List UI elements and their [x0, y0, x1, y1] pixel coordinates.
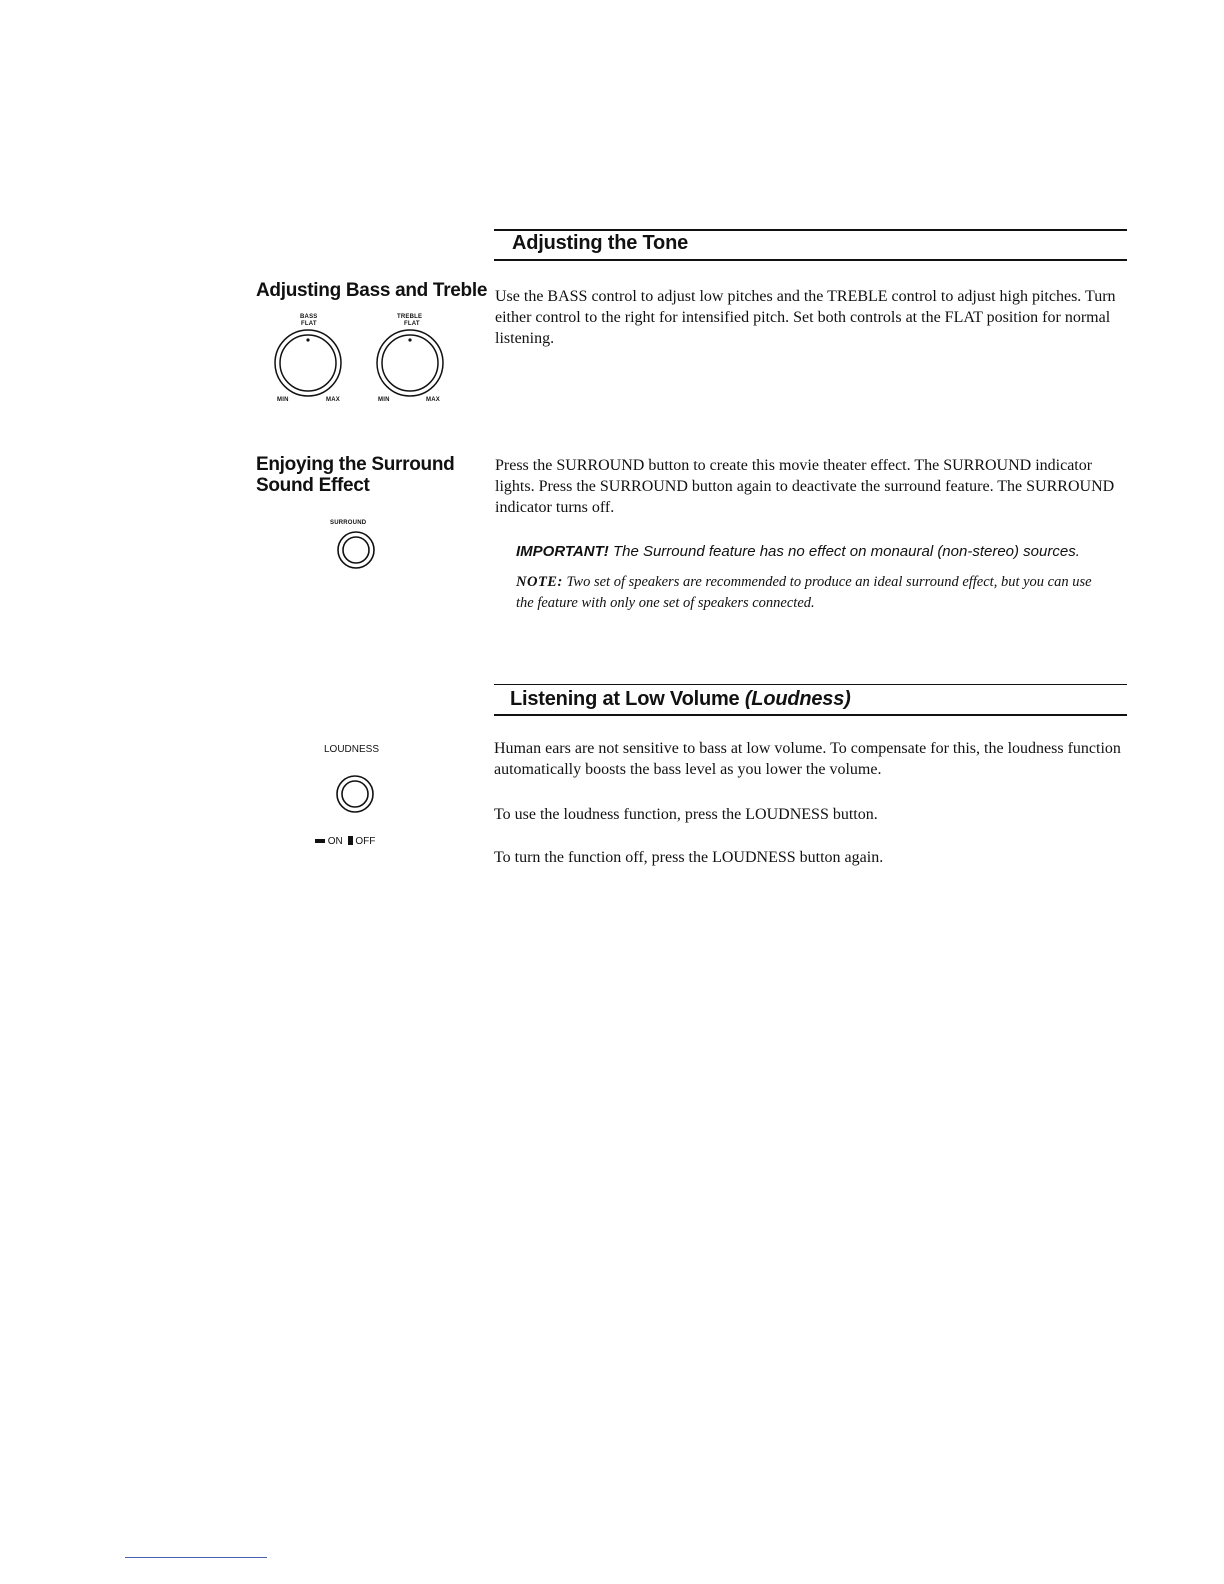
tone-section-title: Adjusting the Tone: [512, 232, 689, 254]
surround-side-title-line1: Enjoying the Surround: [256, 454, 455, 475]
surround-button[interactable]: [336, 530, 376, 570]
note-label: NOTE:: [516, 574, 563, 590]
bass-knob-max-label: MAX: [326, 397, 340, 403]
loudness-paragraph-3: To turn the function off, press the LOUDNESS button again.: [494, 849, 884, 866]
treble-knob-min-label: MIN: [378, 397, 390, 403]
on-label: ON: [327, 836, 343, 847]
treble-knob[interactable]: [370, 328, 450, 398]
bass-treble-side-title: Adjusting Bass and Treble: [256, 280, 488, 301]
loudness-switch-legend: [315, 836, 375, 847]
off-label: OFF: [355, 836, 376, 847]
important-label: IMPORTANT!: [516, 543, 609, 560]
footer-line: [125, 1557, 267, 1558]
note-text: Two set of speakers are recommended to produce an ideal surround effect, but you can use the feature with only one set of speakers connected.: [516, 574, 1092, 611]
important-text: The Surround feature has no effect on monaural (non-stereo) sources.: [608, 543, 1080, 560]
bass-knob-label: BASS: [300, 314, 318, 320]
loudness-paragraph-2: To use the loudness function, press the LOUDNESS button.: [494, 806, 878, 823]
surround-important-note: [516, 543, 1080, 560]
treble-knob-flat-label: FLAT: [404, 321, 420, 327]
tone-title-top-rule: [494, 229, 1127, 231]
loudness-button-label: LOUDNESS: [324, 744, 380, 755]
loudness-title-top-rule: [494, 684, 1127, 685]
loudness-button[interactable]: [335, 774, 375, 814]
bass-knob-min-label: MIN: [277, 397, 289, 403]
surround-button-label: SURROUND: [330, 520, 367, 526]
bass-knob[interactable]: [268, 328, 348, 398]
surround-note: [490, 572, 1106, 614]
tone-body-text: Use the BASS control to adjust low pitches and the TREBLE control to adjust high pitches. Turn either control to the right for intensified pitch. Set both controls at the FLAT position for normal listening.: [495, 288, 1116, 347]
treble-knob-max-label: MAX: [426, 397, 440, 403]
loudness-paragraph-1: Human ears are not sensitive to bass at low volume. To compensate for this, the loudness function automatically boosts the bass level as you lower the volume.: [494, 740, 1121, 778]
loudness-title-bottom-rule: [494, 714, 1127, 716]
surround-body-text: Press the SURROUND button to create this movie theater effect. The SURROUND indicator lights. Press the SURROUND button again to deactivate the surround feature. The SURROUND indicator turns off.: [495, 457, 1115, 516]
on-position-icon: [315, 839, 325, 843]
loudness-title-main: Listening at Low Volume: [510, 688, 745, 710]
off-position-icon: [348, 836, 353, 845]
tone-title-bottom-rule: [494, 259, 1127, 261]
surround-side-title-line2: Sound Effect: [256, 475, 370, 496]
bass-knob-flat-label: FLAT: [301, 321, 317, 327]
treble-knob-label: TREBLE: [397, 314, 423, 320]
loudness-title-italic: (Loudness): [744, 688, 851, 710]
loudness-section-title: [510, 688, 851, 711]
